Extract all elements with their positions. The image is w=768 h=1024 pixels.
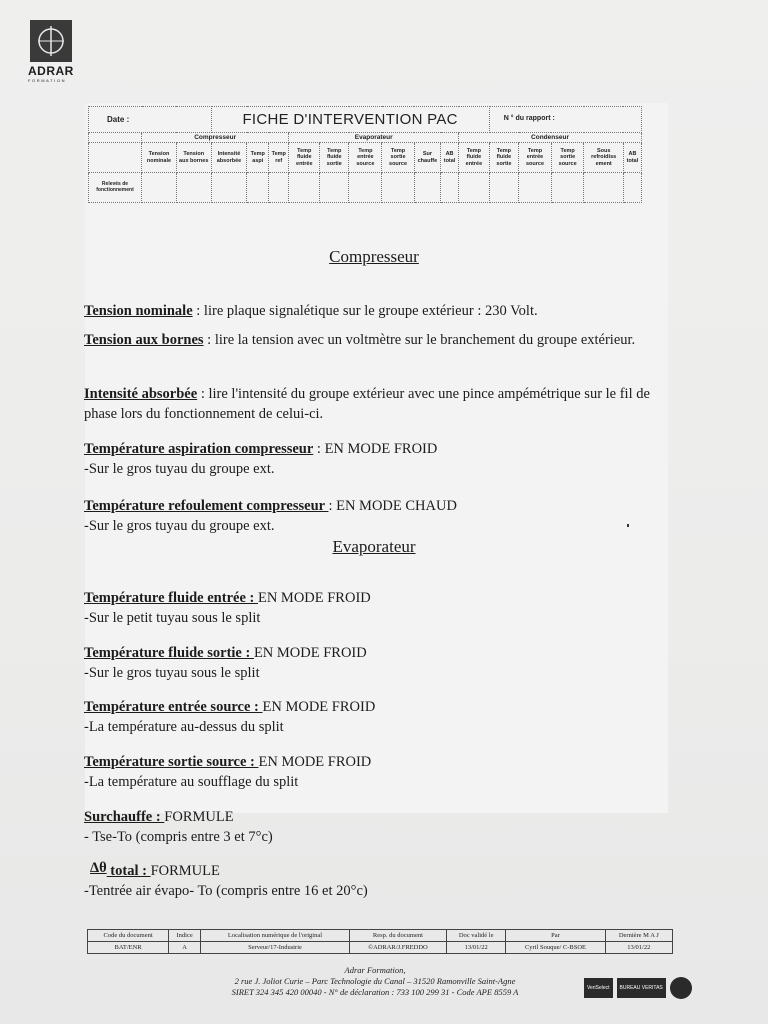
- footer-value: Cyril Souque/ C-BSOE: [506, 942, 605, 954]
- certification-seal-icon: [670, 977, 692, 999]
- table-cell: [584, 173, 624, 203]
- ink-speck: [627, 524, 629, 527]
- group-compresseur: Compresseur: [142, 133, 289, 143]
- footer-header: Indice: [169, 930, 201, 942]
- column-header: Temp sortie source: [382, 143, 414, 173]
- table-cell: [519, 173, 552, 203]
- item-tension-nominale: [84, 301, 664, 321]
- item-mode: EN MODE FROID: [253, 645, 367, 661]
- table-cell: [414, 173, 440, 203]
- group-condenseur: Condenseur: [459, 133, 642, 143]
- table-cell: [320, 173, 349, 203]
- section-heading-evaporateur: Evaporateur: [332, 537, 416, 556]
- item-temp-refoulement: [84, 496, 664, 536]
- item-label: Température fluide entrée :: [84, 590, 258, 606]
- empty-cell: [89, 143, 142, 173]
- item-temp-fluide-entree: [84, 588, 664, 628]
- item-detail: -La température au-dessus du split: [84, 719, 284, 735]
- logo-subtitle: FORMATION: [28, 78, 67, 83]
- footer-value: 13/01/22: [446, 942, 506, 954]
- footer-value: Serveur/17-Industrie: [201, 942, 350, 954]
- footer-header: Code du document: [88, 930, 169, 942]
- item-mode: : EN MODE FROID: [313, 441, 438, 457]
- logo-emblem-icon: [30, 20, 72, 62]
- rapport-number-field: N ° du rapport :: [489, 107, 641, 133]
- item-detail: -Sur le gros tuyau du groupe ext.: [84, 461, 275, 477]
- item-tension-bornes: [84, 330, 664, 350]
- address-line: SIRET 324 345 420 00040 - N° de déclaration : 733 100 299 31 - Code APE 8559 A: [231, 987, 519, 997]
- certification-logos: [584, 976, 692, 1000]
- column-header: Tension nominale: [142, 143, 177, 173]
- bureau-veritas-badge: BUREAU VERITAS: [617, 978, 666, 998]
- table-cell: [623, 173, 641, 203]
- item-label: Température entrée source :: [84, 699, 263, 715]
- adrar-logo: [28, 20, 74, 83]
- item-text: : lire plaque signalétique sur le groupe extérieur : 230 Volt.: [192, 303, 538, 319]
- item-mode: FORMULE: [164, 809, 234, 825]
- item-temp-sortie-source: [84, 752, 664, 792]
- item-mode: EN MODE FROID: [262, 699, 376, 715]
- item-detail: -Sur le gros tuyau sous le split: [84, 665, 260, 681]
- item-label: Tension aux bornes: [84, 332, 204, 348]
- document-control-table: [87, 929, 673, 954]
- item-mode: EN MODE FROID: [257, 590, 371, 606]
- column-header: Temp sortie source: [551, 143, 583, 173]
- column-header: Temp entrée source: [519, 143, 552, 173]
- date-field: Date :: [89, 107, 212, 133]
- column-header: Sur chauffe: [414, 143, 440, 173]
- item-mode: : EN MODE CHAUD: [328, 498, 457, 514]
- table-cell: [269, 173, 289, 203]
- column-header: Temp ref: [269, 143, 289, 173]
- item-detail: - Tse-To (compris entre 3 et 7°c): [84, 829, 273, 845]
- column-header: Sous refroidiss ement: [584, 143, 624, 173]
- company-address: [150, 965, 600, 998]
- table-cell: [441, 173, 459, 203]
- item-detail: -Sur le petit tuyau sous le split: [84, 610, 261, 626]
- item-label: Intensité absorbée: [84, 386, 198, 402]
- item-detail: -Sur le gros tuyau du groupe ext.: [84, 518, 275, 534]
- address-line: 2 rue J. Joliot Curie – Parc Technologie du Canal – 31520 Ramonville Saint-Agne: [234, 976, 516, 986]
- item-delta-total: [84, 861, 664, 901]
- item-label: Température sortie source :: [84, 754, 259, 770]
- footer-value: 13/01/22: [605, 942, 672, 954]
- column-header: Temp entrée source: [349, 143, 382, 173]
- item-label: Température fluide sortie :: [84, 645, 254, 661]
- item-detail: -Tentrée air évapo- To (compris entre 16 et 20°c): [84, 883, 368, 899]
- column-header: AB total: [623, 143, 641, 173]
- column-header: Temp fluide entrée: [459, 143, 490, 173]
- table-cell: [551, 173, 583, 203]
- logo-name: ADRAR: [28, 64, 74, 78]
- table-cell: [289, 173, 320, 203]
- table-cell: [459, 173, 490, 203]
- footer-header: Doc validé le: [446, 930, 506, 942]
- section-heading-compresseur: Compresseur: [329, 247, 419, 266]
- column-header: Intensité absorbée: [211, 143, 247, 173]
- row-label: Relevés de fonctionnement: [89, 173, 142, 203]
- item-intensite-absorbee: [84, 384, 664, 424]
- table-cell: [142, 173, 177, 203]
- footer-value: A: [169, 942, 201, 954]
- item-surchauffe: [84, 807, 664, 847]
- table-cell: [382, 173, 414, 203]
- column-header: Tension aux bornes: [176, 143, 211, 173]
- column-header: Temp aspi: [247, 143, 269, 173]
- footer-header: Par: [506, 930, 605, 942]
- column-header: Temp fluide sortie: [489, 143, 518, 173]
- column-header: AB total: [441, 143, 459, 173]
- item-label: Température refoulement compresseur: [84, 498, 329, 514]
- item-label: Surchauffe :: [84, 809, 165, 825]
- fiche-intervention-table: [88, 106, 642, 203]
- item-detail: -La température au soufflage du split: [84, 774, 299, 790]
- delta-theta-symbol: Δθ: [90, 860, 107, 876]
- table-cell: [247, 173, 269, 203]
- footer-header: Resp. du document: [349, 930, 446, 942]
- column-header: Temp fluide sortie: [320, 143, 349, 173]
- item-mode: EN MODE FROID: [258, 754, 372, 770]
- item-mode: FORMULE: [150, 863, 220, 879]
- group-evaporateur: Evaporateur: [289, 133, 459, 143]
- table-cell: [211, 173, 247, 203]
- footer-header: Localisation numérique de l'original: [201, 930, 350, 942]
- item-text: : lire l'intensité du groupe extérieur avec une pince ampémétrique sur le fil de phase lors du fonctionnement de celui-ci.: [84, 386, 650, 422]
- item-label: Tension nominale: [84, 303, 193, 319]
- footer-header: Dernière M A J: [605, 930, 672, 942]
- fiche-title: FICHE D'INTERVENTION PAC: [211, 107, 489, 133]
- item-label: Température aspiration compresseur: [84, 441, 314, 457]
- item-temp-fluide-sortie: [84, 643, 664, 683]
- column-header: Temp fluide entrée: [289, 143, 320, 173]
- empty-cell: [89, 133, 142, 143]
- table-cell: [489, 173, 518, 203]
- veriselect-badge: VeriSelect: [584, 978, 613, 998]
- footer-value: ©ADRAR/J.FREDDO: [349, 942, 446, 954]
- table-cell: [349, 173, 382, 203]
- item-temp-entree-source: [84, 697, 664, 737]
- item-label: total :: [106, 863, 151, 879]
- table-cell: [176, 173, 211, 203]
- item-text: : lire la tension avec un voltmètre sur le branchement du groupe extérieur.: [203, 332, 636, 348]
- footer-value: BAT/ENR: [88, 942, 169, 954]
- item-temp-aspiration: [84, 439, 664, 479]
- address-line: Adrar Formation,: [344, 965, 406, 975]
